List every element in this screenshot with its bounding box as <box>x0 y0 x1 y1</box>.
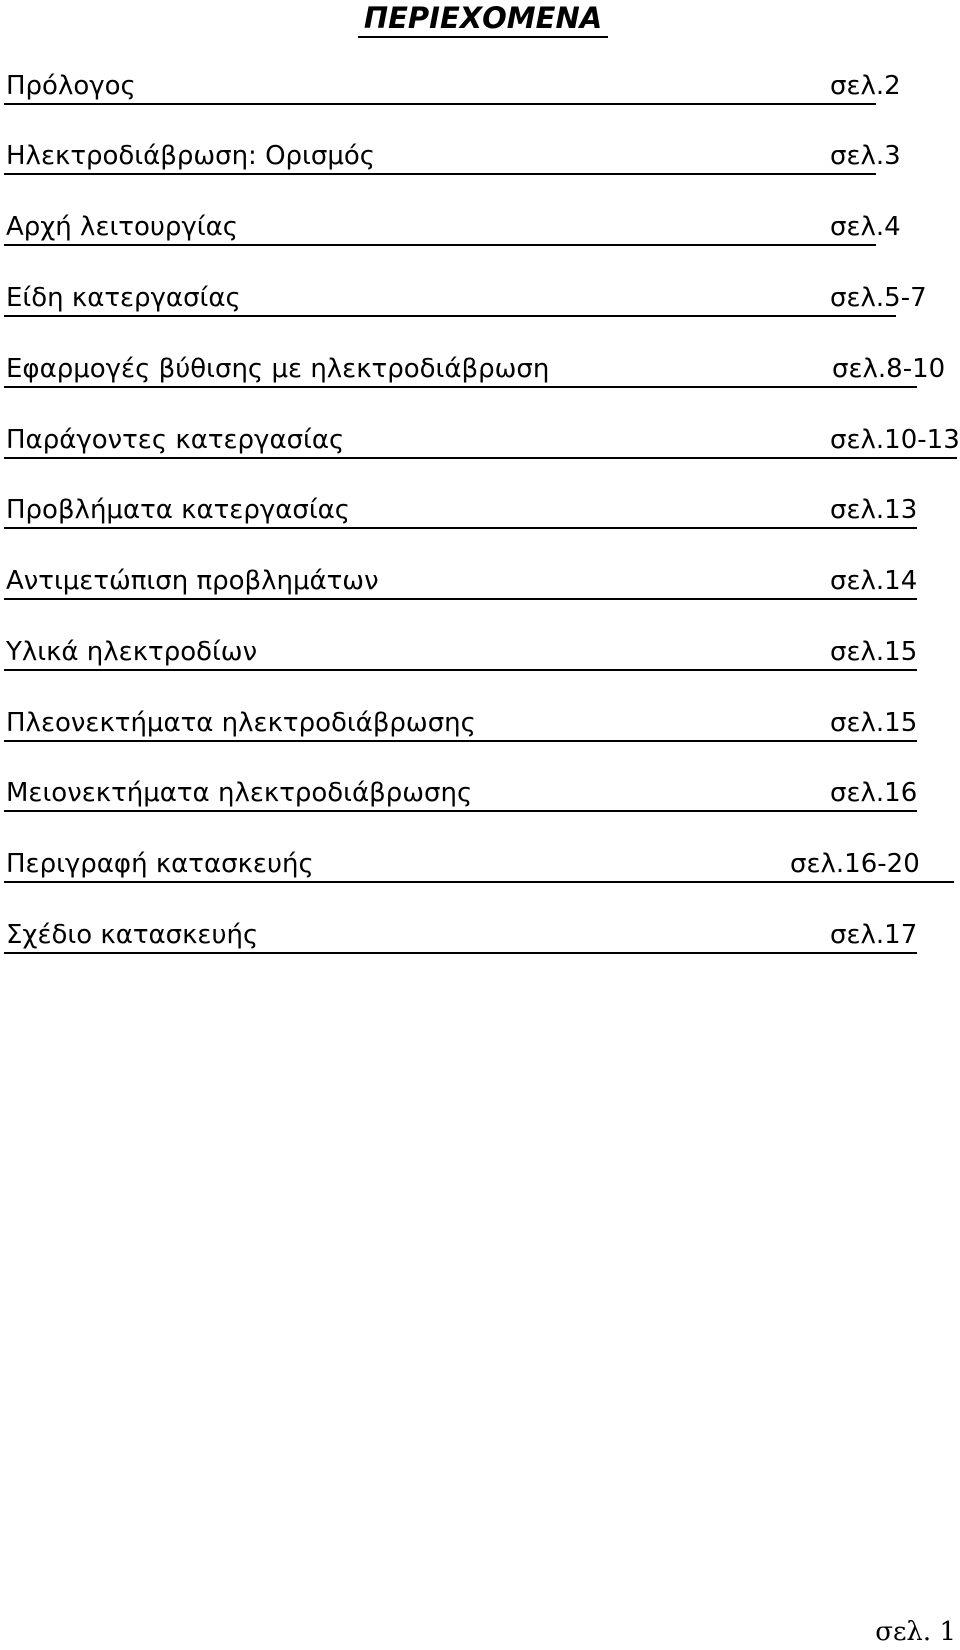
toc-entry-label: Πλεονεκτήματα ηλεκτροδιάβρωσης <box>6 708 476 738</box>
toc-entry[interactable] <box>4 566 917 600</box>
page-title: ΠΕΡΙΕΧΟΜΕΝΑ <box>358 0 608 38</box>
toc-entry-label: Πρόλογος <box>6 71 136 101</box>
toc-entry-page: σελ.15 <box>830 637 918 667</box>
toc-entry[interactable] <box>4 495 917 529</box>
toc-entry-page: σελ.4 <box>830 212 901 242</box>
toc-entry-page: σελ.10-13 <box>830 425 960 455</box>
toc-entry-page: σελ.17 <box>830 920 918 950</box>
toc-entry-page: σελ.2 <box>830 71 901 101</box>
toc-entry[interactable] <box>4 637 917 671</box>
toc-entry[interactable] <box>4 71 901 105</box>
toc-entry-label: Ηλεκτροδιάβρωση: Ορισμός <box>6 141 376 171</box>
toc-entry-page: σελ.14 <box>830 566 918 596</box>
toc-entry-page: σελ.16 <box>830 778 918 808</box>
toc-entry-page: σελ.16-20 <box>790 849 920 879</box>
toc-entry-label: Εφαρμογές βύθισης με ηλεκτροδιάβρωση <box>6 354 550 384</box>
toc-entry-label: Προβλήματα κατεργασίας <box>6 495 351 525</box>
toc-entry-label: Σχέδιο κατασκευής <box>6 920 259 950</box>
page-number: σελ. 1 <box>875 1617 956 1647</box>
toc-entry-label: Μειονεκτήματα ηλεκτροδιάβρωσης <box>6 778 473 808</box>
toc-entry[interactable] <box>4 920 917 954</box>
toc-entry-label: Περιγραφή κατασκευής <box>6 849 314 879</box>
toc-entry-label: Υλικά ηλεκτροδίων <box>6 637 258 667</box>
toc-entry[interactable] <box>4 778 917 812</box>
toc-entry[interactable] <box>4 354 946 388</box>
toc-entry-label: Αρχή λειτουργίας <box>6 212 238 242</box>
toc-entry[interactable] <box>4 708 917 742</box>
toc-entry-label: Είδη κατεργασίας <box>6 283 241 313</box>
toc-entry[interactable] <box>4 849 954 883</box>
toc-entry-page: σελ.5-7 <box>830 283 927 313</box>
toc-entry-page: σελ.13 <box>830 495 918 525</box>
toc-entry-page: σελ.8-10 <box>832 354 946 384</box>
toc-entry-page: σελ.3 <box>830 141 901 171</box>
toc-entry[interactable] <box>4 212 901 246</box>
toc-entry-page: σελ.15 <box>830 708 918 738</box>
toc-entry-label: Παράγοντες κατεργασίας <box>6 425 345 455</box>
toc-entry[interactable] <box>4 141 901 175</box>
toc-entry-label: Αντιμετώπιση προβλημάτων <box>6 566 379 596</box>
toc-entry[interactable] <box>4 425 960 459</box>
toc-entry[interactable] <box>4 283 927 317</box>
